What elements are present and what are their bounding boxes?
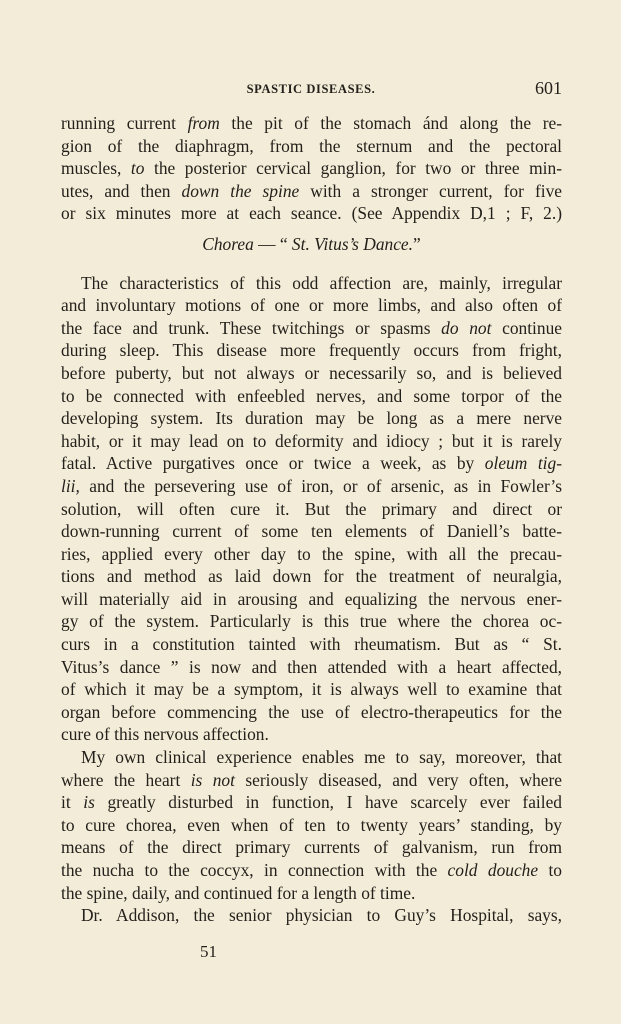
paragraph-chorea-description (61, 272, 562, 746)
text-line: to be connected with enfeebled nerves, and some torpor of the (61, 385, 562, 406)
text-line: lii, and the persevering use of iron, or of arsenic, as in Fowler’s (61, 475, 562, 496)
text-line: or six minutes more at each seance. (See Appendix D,1 ; F, 2.) (61, 203, 562, 224)
text-line: during sleep. This disease more frequently occurs from fright, (61, 340, 562, 361)
paragraph-addison (61, 904, 562, 927)
paragraph-continuation (61, 112, 562, 225)
text-line: fatal. Active purgatives once or twice a week, as by oleum tig- (61, 453, 562, 474)
running-head (60, 78, 562, 100)
text-line: curs in a constitution tainted with rheumatism. But as “ St. (61, 634, 562, 655)
text-line: of which it may be a symptom, it is always well to examine that (61, 679, 562, 700)
body-text (61, 112, 562, 927)
text-line: tions and method as laid down for the treatment of neuralgia, (61, 566, 562, 587)
text-line: gion of the diaphragm, from the sternum and the pectoral (61, 135, 562, 156)
text-line: The characteristics of this odd affection are, mainly, irregular (81, 272, 562, 293)
text-line: ries, applied every other day to the spine, with all the precau- (61, 543, 562, 564)
running-title: SPASTIC DISEASES. (246, 82, 376, 96)
text-line: solution, will often cure it. But the primary and direct or (61, 498, 562, 519)
text-line: and involuntary motions of one or more limbs, and also often of (61, 295, 562, 316)
paragraph-clinical-experience (61, 746, 562, 904)
text-line: utes, and then down the spine with a stronger current, for five (61, 180, 562, 201)
section-heading: Chorea — “ St. Vitus’s Dance.” (202, 233, 421, 254)
text-line: to cure chorea, even when of ten to twenty years’ standing, by (61, 814, 562, 835)
text-line: developing system. Its duration may be long as a mere nerve (61, 408, 562, 429)
text-line: My own clinical experience enables me to say, moreover, that (81, 747, 562, 768)
text-line: muscles, to the posterior cervical ganglion, for two or three min- (61, 158, 562, 179)
text-line: Dr. Addison, the senior physician to Guy’s Hospital, says, (81, 905, 562, 926)
text-line: cure of this nervous affection. (61, 724, 269, 745)
text-line: habit, or it may lead on to deformity and idiocy ; but it is rarely (61, 430, 562, 451)
text-line: the nucha to the coccyx, in connection with the cold douche to (61, 860, 562, 880)
text-line: before puberty, but not always or necessarily so, and is believed (61, 362, 562, 383)
text-line: down-running current of some ten elements of Daniell’s batte- (61, 521, 562, 542)
text-line: gy of the system. Particularly is this true where the chorea oc- (61, 611, 562, 632)
text-line: running current from the pit of the stomach ánd along the re- (61, 113, 562, 133)
text-line: the spine, daily, and continued for a length of time. (61, 882, 416, 903)
text-line: it is greatly disturbed in function, I have scarcely ever failed (61, 792, 562, 813)
text-line: where the heart is not seriously diseased, and very often, where (61, 769, 562, 790)
text-line: will materially aid in arousing and equalizing the nervous ener- (61, 588, 562, 609)
text-line: Vitus’s dance ” is now and then attended with a heart affected, (61, 656, 562, 677)
text-line: organ before commencing the use of electro-therapeutics for the (61, 701, 562, 722)
text-line: means of the direct primary currents of galvanism, run from (61, 837, 562, 858)
signature-mark: 51 (200, 942, 217, 961)
text-line: the face and trunk. These twitchings or spasms do not continue (61, 317, 562, 338)
page-number: 601 (535, 78, 562, 98)
